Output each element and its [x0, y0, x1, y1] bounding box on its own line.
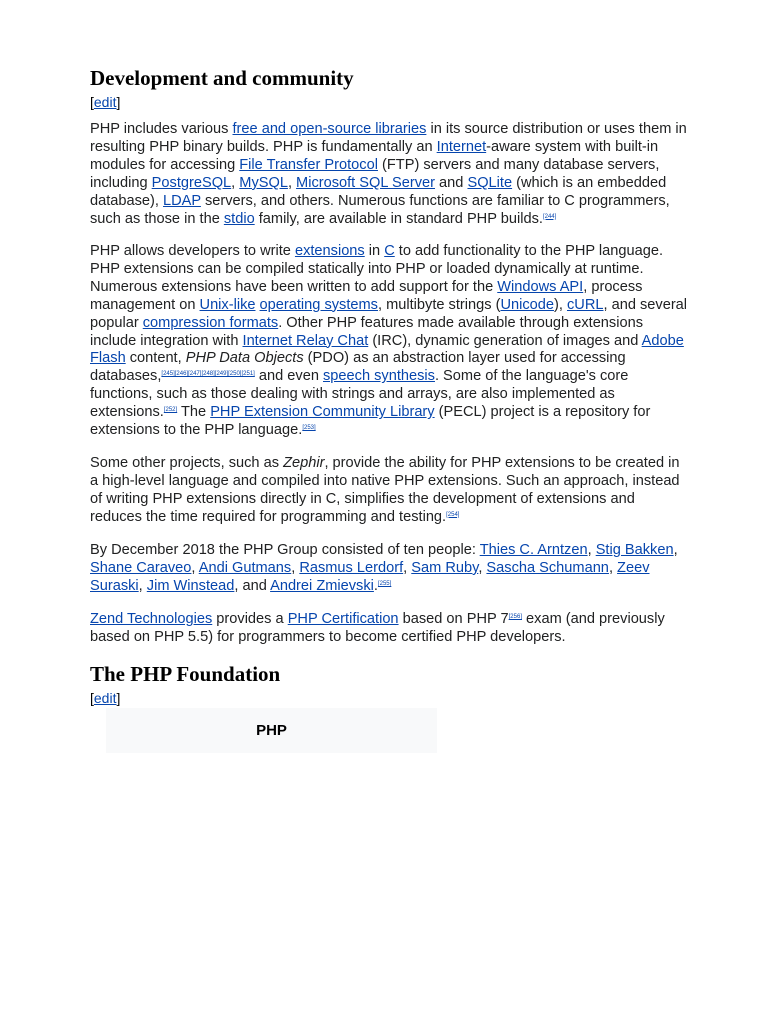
link-andi-gutmans[interactable]: Andi Gutmans: [198, 559, 292, 576]
citation-ref: [543, 214, 556, 220]
link-stig-bakken[interactable]: Stig Bakken: [595, 542, 674, 558]
link-windows-api[interactable]: Windows API: [497, 278, 584, 295]
citation-link[interactable]: [253]: [302, 425, 316, 432]
link-zeev-suraski[interactable]: Zeev Suraski: [90, 559, 650, 594]
citation-ref: [164, 407, 177, 413]
link-c[interactable]: C: [384, 243, 395, 259]
link-curl[interactable]: cURL: [566, 296, 604, 313]
paragraph-libraries: PHP includes various free and open-source libraries in its source distribution or uses them in resulting PHP binary builds. PHP is fundamentally an Internet-aware system with built-in modules for accessing File Transfer Protocol (FTP) servers and many database servers, including PostgreSQL, MySQL, Microsoft SQL Server and SQLite (which is an embedded database), LDAP servers, and others. Numerous functions are familiar to C programmers, such as those in the stdio family, are available in standard PHP builds.[244]: [90, 121, 687, 227]
citation-ref: [378, 581, 391, 587]
link-internet[interactable]: Internet: [436, 138, 487, 155]
link-php-certification[interactable]: PHP Certification: [287, 611, 399, 627]
link-rasmus-lerdorf[interactable]: Rasmus Lerdorf: [299, 559, 404, 576]
section-heading-development: Development and community: [90, 66, 354, 90]
link-compression-formats[interactable]: compression formats: [142, 314, 279, 331]
citation-link[interactable]: [245][246][247][248][249][250][251]: [161, 371, 255, 378]
link-microsoft-sql-server[interactable]: Microsoft SQL Server: [296, 174, 435, 191]
link-unicode[interactable]: Unicode: [500, 296, 554, 313]
citation-ref: [161, 371, 254, 377]
link-sqlite[interactable]: SQLite: [467, 174, 513, 191]
infobox-title: PHP: [256, 722, 287, 739]
italic-term: Zephir: [283, 455, 325, 471]
link-adobe-flash[interactable]: Adobe Flash: [90, 332, 684, 367]
edit-section-development: [edit]: [90, 94, 121, 110]
paragraph-php-group: By December 2018 the PHP Group consisted of ten people: Thies C. Arntzen, Stig Bakken, Shane Caraveo, Andi Gutmans, Rasmus Lerdorf, Sam Ruby, Sascha Schumann, Zeev Suraski, Jim Winstead, and Andrei Zmievski.[255]: [90, 542, 678, 594]
link-stdio[interactable]: stdio: [223, 210, 255, 227]
link-sam-ruby[interactable]: Sam Ruby: [411, 559, 479, 576]
section-heading-foundation: The PHP Foundation: [90, 662, 281, 686]
edit-link[interactable]: edit: [93, 94, 117, 110]
link-andrei-zmievski[interactable]: Andrei Zmievski: [270, 577, 374, 594]
citation-ref: [446, 512, 459, 518]
link-mysql[interactable]: MySQL: [239, 174, 288, 191]
citation-link[interactable]: [255]: [377, 580, 392, 587]
citation-ref: [302, 425, 315, 431]
link-internet-relay-chat[interactable]: Internet Relay Chat: [242, 332, 369, 349]
link-postgresql[interactable]: PostgreSQL: [151, 174, 232, 191]
link-operating-systems[interactable]: operating systems: [259, 296, 378, 313]
link-ldap[interactable]: LDAP: [163, 192, 201, 209]
link-sascha-schumann[interactable]: Sascha Schumann: [486, 559, 609, 576]
link-thies-arntzen[interactable]: Thies C. Arntzen: [479, 542, 588, 558]
link-file-transfer-protocol[interactable]: File Transfer Protocol: [239, 156, 378, 173]
link-pecl[interactable]: PHP Extension Community Library: [210, 404, 435, 421]
citation-ref: [509, 614, 522, 620]
link-speech-synthesis[interactable]: speech synthesis: [323, 368, 435, 385]
italic-term: PHP Data Objects: [185, 350, 304, 367]
citation-link[interactable]: [244]: [542, 213, 557, 220]
citation-link[interactable]: [254]: [446, 511, 460, 518]
link-shane-caraveo[interactable]: Shane Caraveo: [90, 559, 192, 576]
paragraph-extensions: PHP allows developers to write extensions in C to add functionality to the PHP language. PHP extensions can be compiled statically into PHP or loaded dynamically at runtime. Numerous extensions have been written to add support for the Windows API, process management on Unix-like operating systems, multibyte strings (Unicode), cURL, and several popular compression formats. Other PHP features made available through extensions include integration with Internet Relay Chat (IRC), dynamic generation of images and Adobe Flash content, PHP Data Objects (PDO) as an abstraction layer used for accessing databases,[245][246][247][248][249][250][251] and even speech synthesis. Some of the language's core functions, such as those dealing with strings and arrays, are also implemented as extensions.[252] The PHP Extension Community Library (PECL) project is a repository for extensions to the PHP language.[253]: [90, 243, 688, 439]
paragraph-certification: Zend Technologies provides a PHP Certification based on PHP 7[256] exam (and previously based on PHP 5.5) for programmers to become certified PHP developers.: [90, 611, 665, 645]
edit-link[interactable]: edit: [93, 690, 117, 706]
edit-section-foundation: [edit]: [90, 690, 121, 706]
link-free-open-source-libraries[interactable]: free and open-source libraries: [232, 121, 427, 137]
paragraph-zephir: Some other projects, such as Zephir, provide the ability for PHP extensions to be created in a high-level language and compiled into native PHP extensions. Such an approach, instead of writing PHP extensions directly in C, simplifies the development of extensions and reduces the time required for programming and testing.[254]: [90, 455, 680, 525]
citation-link[interactable]: [252]: [163, 407, 178, 414]
link-zend-technologies[interactable]: Zend Technologies: [90, 611, 213, 627]
infobox-header: [106, 708, 437, 753]
link-unix-like[interactable]: Unix-like: [199, 296, 256, 313]
link-jim-winstead[interactable]: Jim Winstead: [146, 577, 235, 594]
link-extensions[interactable]: extensions: [294, 243, 365, 259]
citation-link[interactable]: [256]: [508, 614, 522, 620]
